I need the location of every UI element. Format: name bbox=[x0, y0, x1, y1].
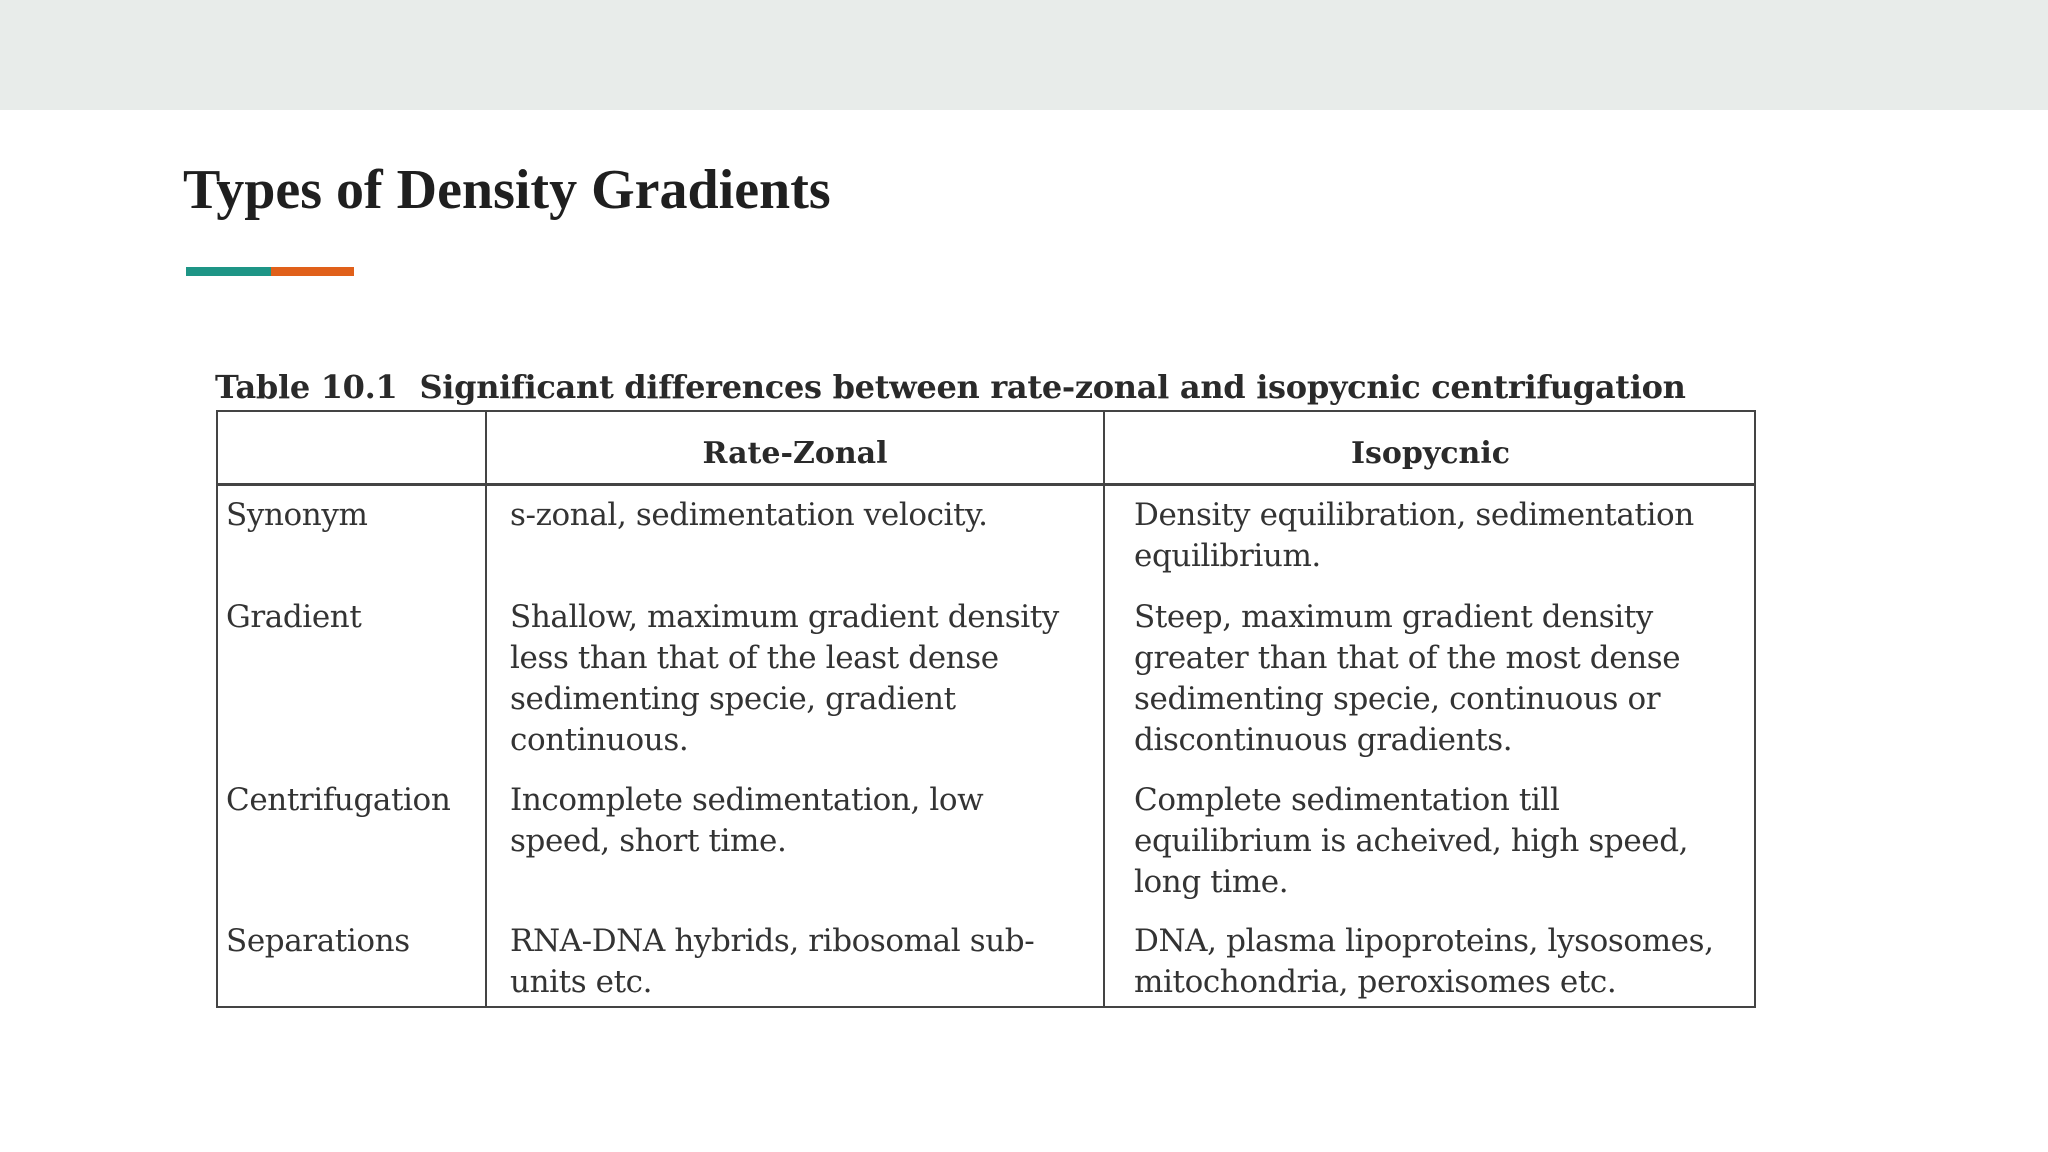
table-column-divider-1 bbox=[485, 412, 487, 1006]
table-cell-gradient-rate-zonal: Shallow, maximum gradient density less than that of the least dense sedimenting specie, gradient continuous. bbox=[510, 599, 1059, 758]
table-row-label-synonym: Synonym bbox=[226, 497, 368, 533]
table-cell-synonym-isopycnic: Density equilibration, sedimentation equilibrium. bbox=[1134, 497, 1694, 574]
slide-title: Types of Density Gradients bbox=[183, 159, 831, 221]
table-cell-separations-rate-zonal: RNA-DNA hybrids, ribosomal sub-units etc. bbox=[510, 923, 1035, 1000]
table-cell-separations-isopycnic: DNA, plasma lipoproteins, lysosomes, mitochondria, peroxisomes etc. bbox=[1134, 923, 1714, 1000]
table-caption-text: Significant differences between rate-zonal and isopycnic centrifugation bbox=[419, 368, 1686, 406]
table-header-isopycnic: Isopycnic bbox=[1350, 436, 1511, 471]
table-cell-centrifugation-isopycnic: Complete sedimentation till equilibrium is acheived, high speed, long time. bbox=[1134, 782, 1689, 900]
comparison-table bbox=[216, 410, 1756, 1008]
table-row-label-separations: Separations bbox=[226, 923, 410, 959]
title-accent-teal bbox=[186, 267, 271, 276]
table-caption bbox=[215, 368, 1686, 406]
table-caption-number: Table 10.1 bbox=[215, 368, 398, 406]
table-header-divider bbox=[218, 483, 1754, 486]
table-cell-gradient-isopycnic: Steep, maximum gradient density greater than that of the most dense sedimenting specie, continuous or discontinuous gradients. bbox=[1134, 599, 1681, 758]
table-row-label-centrifugation: Centrifugation bbox=[226, 782, 451, 818]
table-header-rate-zonal: Rate-Zonal bbox=[702, 436, 888, 471]
slide-header-band bbox=[0, 0, 2048, 110]
table-cell-synonym-rate-zonal: s-zonal, sedimentation velocity. bbox=[510, 497, 988, 533]
table-row-label-gradient: Gradient bbox=[226, 599, 362, 635]
title-accent-orange bbox=[271, 267, 354, 276]
table-cell-centrifugation-rate-zonal: Incomplete sedimentation, low speed, short time. bbox=[510, 782, 984, 859]
table-column-divider-2 bbox=[1103, 412, 1105, 1006]
